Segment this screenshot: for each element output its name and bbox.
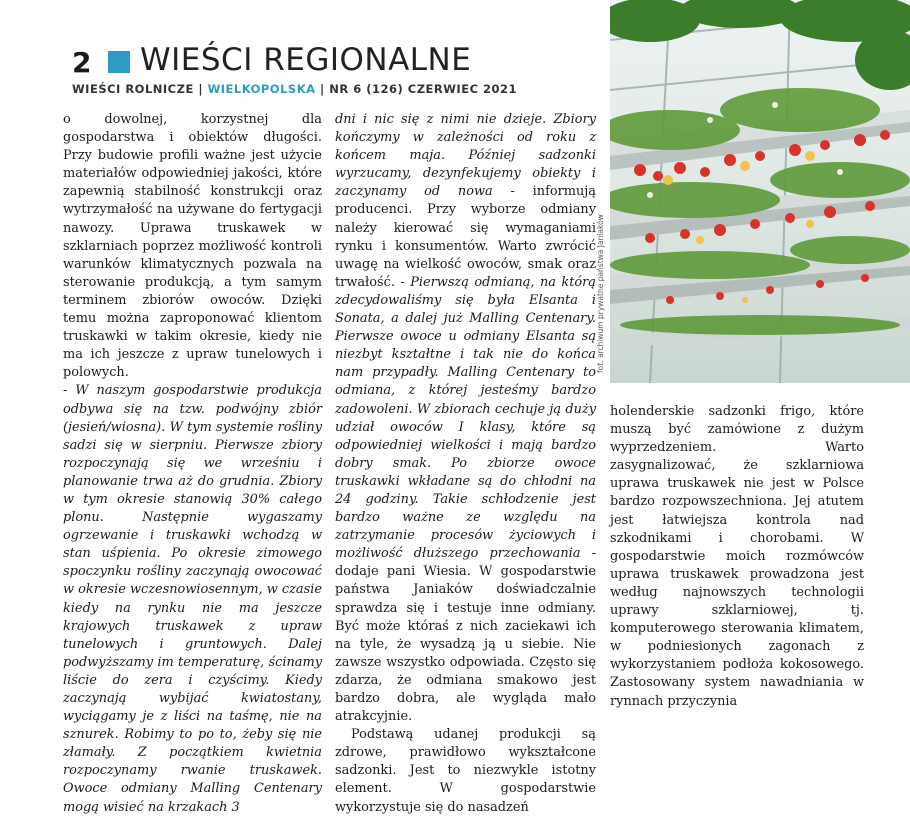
text-column-3 bbox=[610, 403, 864, 711]
paragraph bbox=[335, 111, 596, 726]
section-square-icon bbox=[108, 51, 130, 73]
paragraph: o dowolnej, korzystnej dla gospodarstwa i obiektów długości. Przy budowie profili ważne jest użycie materiałów odpowiedniej jakości, które zapewnią stabilność konstrukcji oraz wytrzymałość na używane do fertygacji nawozy. Uprawa truskawek w szklarniach poprzez możliwość kontroli warunków klimatycznych pozwala na sterowanie produkcją, a tym samym terminem zbiorów owoców. Dzięki temu można zaproponować klientom truskawki w takim okresie, kiedy nie ma ich jeszcze z upraw tunelowych i polowych. bbox=[63, 112, 322, 381]
publication-line bbox=[72, 82, 517, 96]
text-column-1 bbox=[63, 111, 322, 817]
photo-credit: fot. archiwum prywatne państwa Janiaków bbox=[596, 214, 605, 373]
separator: | bbox=[198, 82, 204, 96]
paragraph: Podstawą udanej produkcji są zdrowe, prawidłowo wykształcone sadzonki. Jest to niezwykle istotny element. W gospodarstwie wykorzystuje się do nasadzeń bbox=[335, 727, 596, 815]
region-name: WIELKOPOLSKA bbox=[207, 82, 316, 96]
strawberry-greenhouse-photo bbox=[610, 0, 910, 383]
quote-text: - Pierwszą odmianą, na którą zdecydowaliśmy się była Elsanta i Sonata, a dalej już Malling Centenary. Pierwsze owoce u odmiany Elsanta są niezbyt kształtne i tak nie do końca nam przypadły. Malling Centenary to odmiana, z której jesteśmy bardzo zadowoleni. W zbiorach cechuje ją duży udział owoców I klasy, które są odpowiedniej wielkości i mają bardzo dobry smak. Po zbiorze owoce truskawki wkładane są do chłodni na 24 godziny. Takie schłodzenie jest bardzo ważne ze względu na zatrzymanie procesów życiowych i możliwość dłuższego przechowania bbox=[335, 274, 596, 562]
publication-name: WIEŚCI ROLNICZE bbox=[72, 82, 194, 96]
separator: | bbox=[320, 82, 325, 96]
issue-info: NR 6 (126) CZERWIEC 2021 bbox=[329, 82, 518, 96]
page-number: 2 bbox=[72, 46, 92, 79]
body-text: - dodaje pani Wiesia. W gospodarstwie państwa Janiaków doświadczalnie sprawdza się i testuje inne odmiany. Być może któraś z nich zaciekawi ich na tyle, że wysadzą ją u siebie. Nie zawsze wszystko odpowiada. Często się zdarza, że odmiana smakowo jest bardzo dobra, ale wygląda mało atrakcyjnie. bbox=[335, 546, 596, 725]
quote-text: dni i nic się z nimi nie dzieje. Zbiory kończymy w zależności od roku z końcem maja. Później sadzonki wyrzucamy, dezynfekujemy obiekty i zaczynamy od nowa bbox=[335, 112, 596, 200]
body-text: - informują producenci. Przy wyborze odmiany należy kierować się wymaganiami rynku i konsumentów. Warto zwrócić uwagę na wielkość owoców, smak oraz trwałość. bbox=[335, 184, 596, 290]
quote-paragraph: - W naszym gospodarstwie produkcja odbywa się na tzw. podwójny zbiór (jesień/wiosna). W tym systemie rośliny sadzi się w sierpniu. Pierwsze zbiory rozpoczynają się we wrześniu i planowanie trwa aż do grudnia. Zbiory w tym okresie stanowią 30% całego plonu. Następnie wygaszamy ogrzewanie i truskawki wchodzą w stan uśpienia. Po okresie zimowego spoczynku rośliny zaczynają owocować w okresie wczesnowiosennym, w czasie kiedy na rynku nie ma jeszcze krajowych truskawek z upraw tunelowych i gruntowych. Dalej podwyższamy im temperaturę, ścinamy liście do zera i czyścimy. Kiedy zaczynają wybijać kwiatostany, wyciągamy je z liści na taśmę, nie na sznurek. Robimy to po to, żeby się nie złamały. Z początkiem kwietnia rozpoczynamy rwanie truskawek. Owoce odmiany Malling Centenary mogą wisieć na krzakach 3 bbox=[63, 383, 322, 815]
text-column-2 bbox=[335, 111, 596, 817]
paragraph: holenderskie sadzonki frigo, które muszą być zamówione z dużym wyprzedzeniem. Warto zasygnalizować, że szklarniowa uprawa truskawek nie jest w Polsce bardzo rozpowszechniona. Jej atutem jest łatwiejsza kontrola nad szkodnikami i chorobami. W gospodarstwie moich rozmówców uprawa truskawek prowadzona jest według najnowszych technologii uprawy szklarniowej, tj. komputerowego sterowania klimatem, w podniesionych zagonach z wykorzystaniem podłoża kokosowego. Zastosowany system nawadniania w rynnach przyczynia bbox=[610, 404, 864, 709]
section-title: WIEŚCI REGIONALNE bbox=[140, 42, 472, 78]
